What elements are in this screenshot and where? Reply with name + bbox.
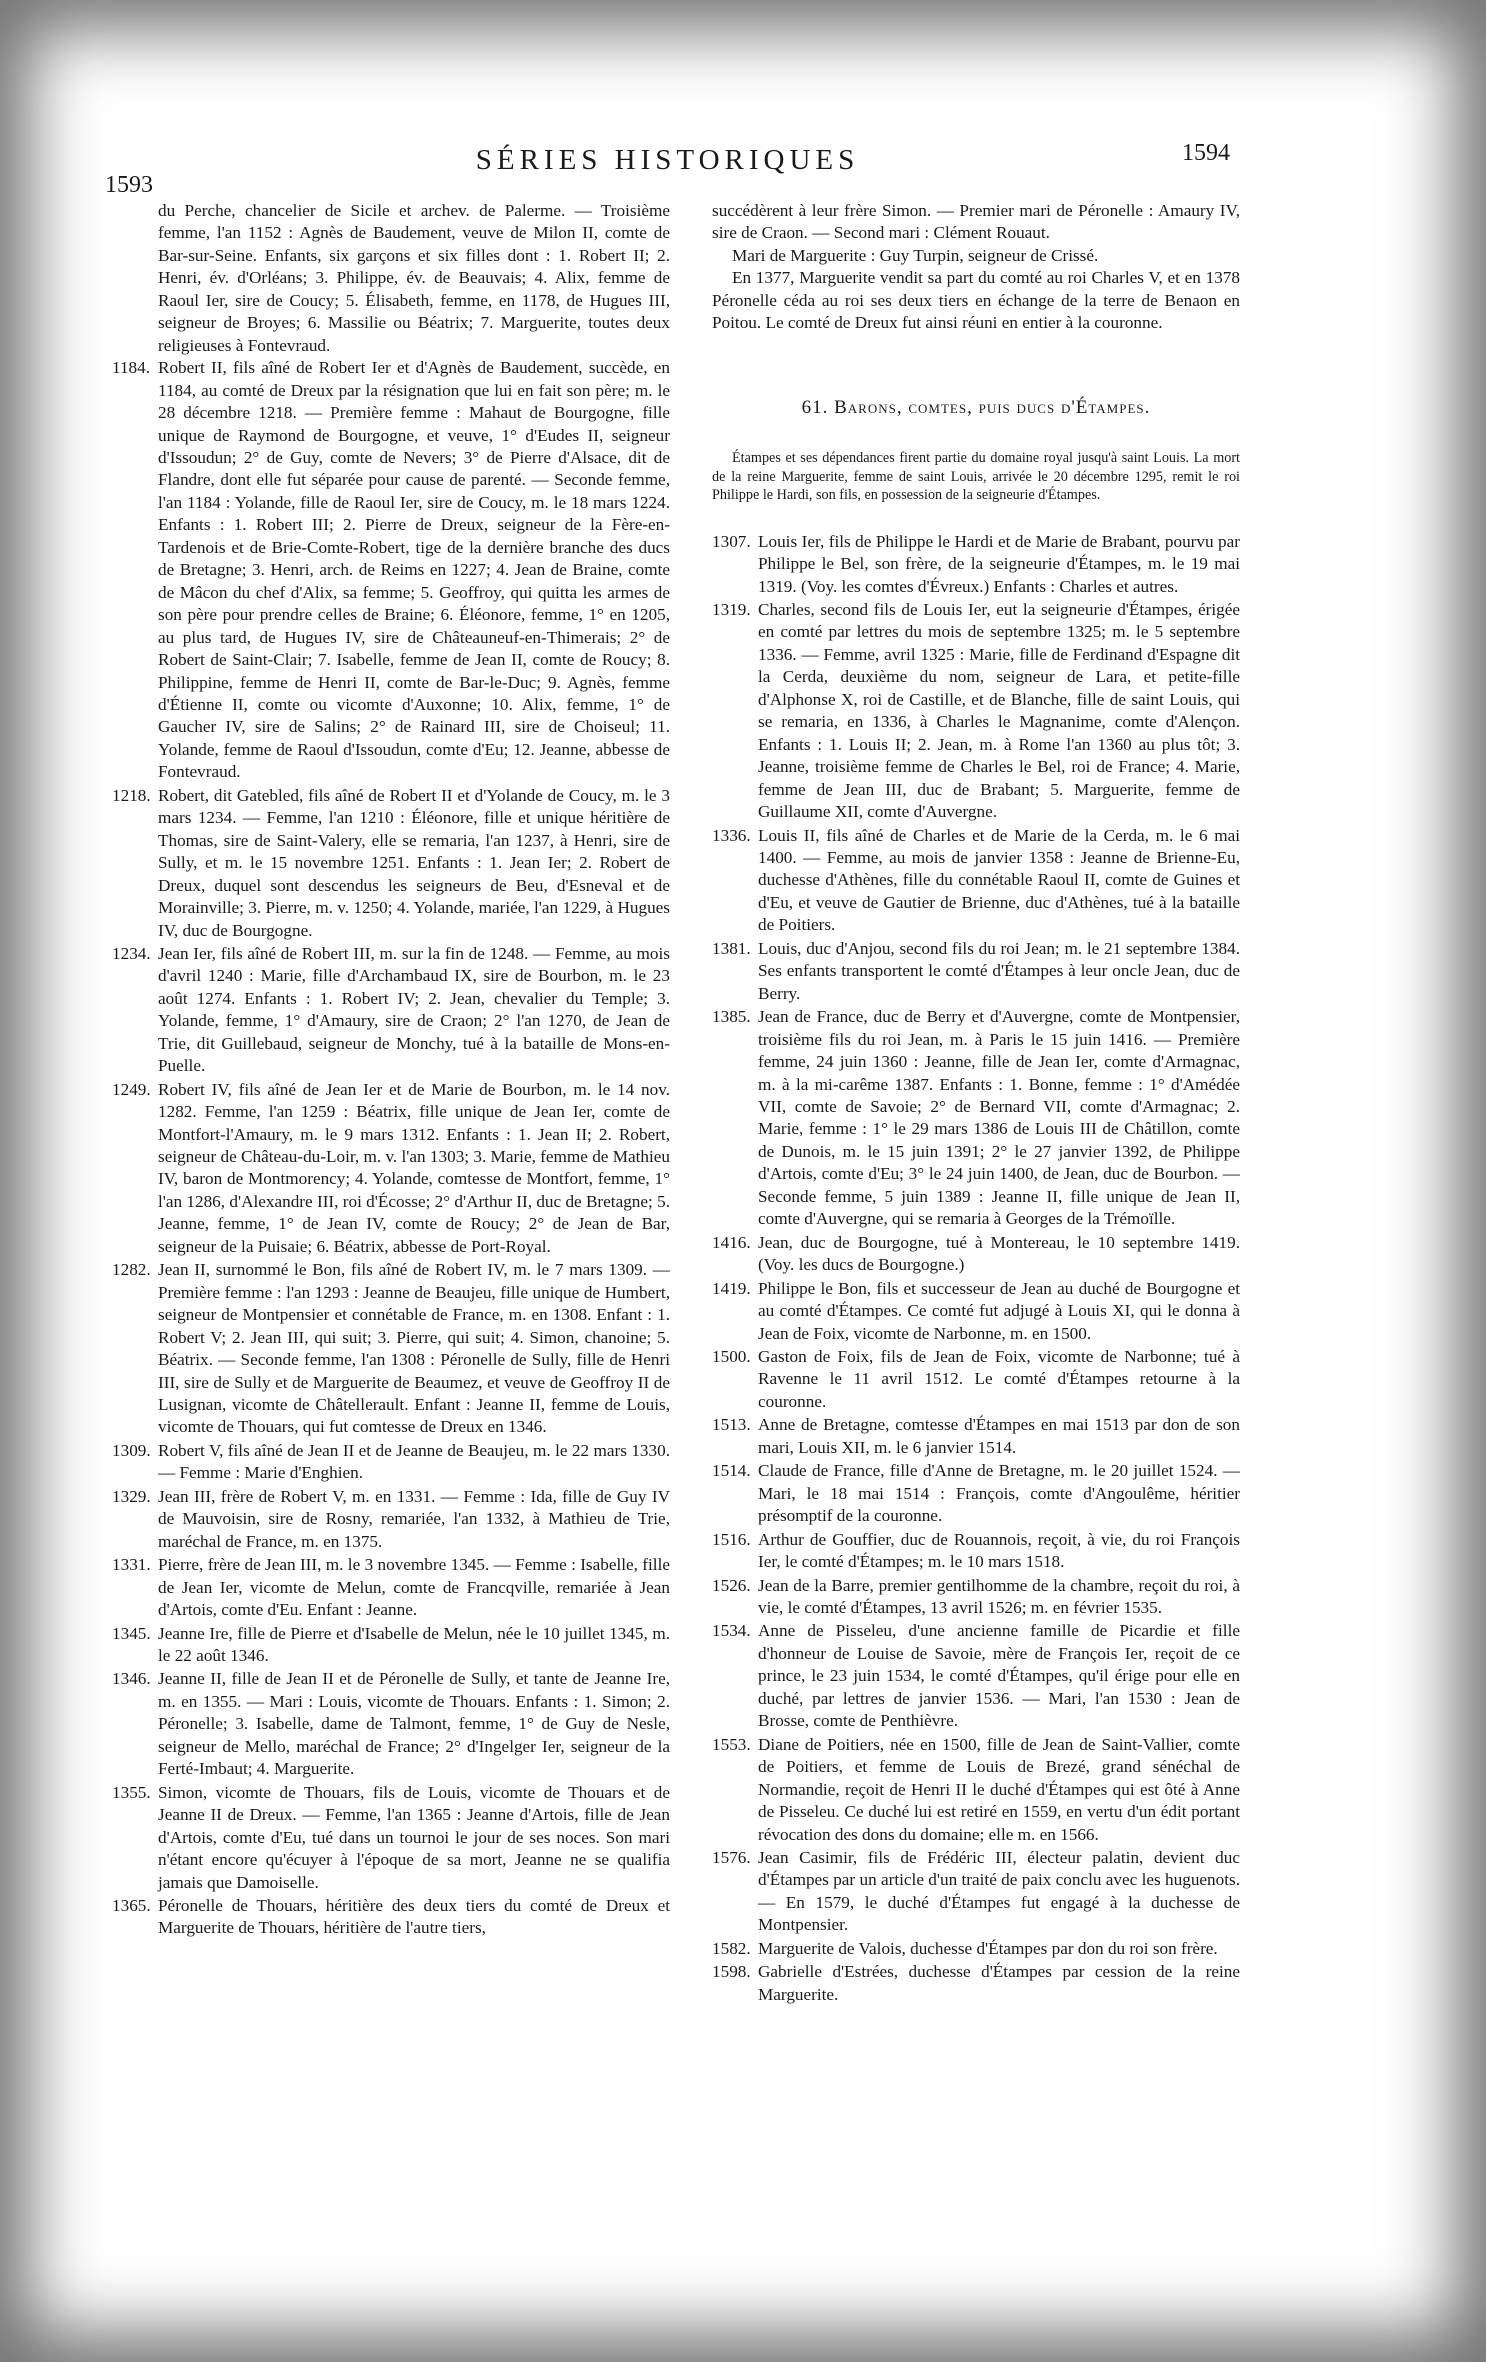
chronology-entry	[112, 1079, 670, 1259]
entry-text: Anne de Bretagne, comtesse d'Étampes en mai 1513 par don de son mari, Louis XII, m. le 6 janvier 1514.	[758, 1415, 1240, 1457]
chronology-entry	[712, 1620, 1240, 1732]
chronology-entry	[712, 1006, 1240, 1231]
entry-text: Simon, vicomte de Thouars, fils de Louis, vicomte de Thouars et de Jeanne II de Dreux. — Femme, l'an 1365 : Jeanne d'Artois, fille de Jean d'Artois, comte d'Eu, tué dans un tournoi le jour de ses noces. Son mari n'étant encore qu'écuyer à l'époque de sa mort, Jeanne ne se qualifia jamais que Damoiselle.	[158, 1782, 670, 1892]
chronology-entry	[712, 825, 1240, 937]
entry-year: 1346.	[112, 1669, 151, 1689]
entry-text: Louis Ier, fils de Philippe le Hardi et de Marie de Brabant, pourvu par Philippe le Bel, son frère, de la seigneurie d'Étampes, m. le 19 mai 1319. (Voy. les comtes d'Évreux.) Enfants : Charles et autres.	[758, 531, 1240, 596]
entry-year: 1553.	[712, 1734, 751, 1754]
entry-text: Jean Casimir, fils de Frédéric III, électeur palatin, devient duc d'Étampes par un article d'un traité de paix conclu avec les huguenots. — En 1579, le duché d'Étampes fut engagé à la duchesse de Montpensier.	[758, 1847, 1240, 1935]
chronology-entry	[712, 1414, 1240, 1459]
chronology-entry	[112, 1440, 670, 1485]
entry-year: 1319.	[712, 600, 751, 620]
entry-text: Péronelle de Thouars, héritière des deux tiers du comté de Dreux et Marguerite de Thouars, héritière de l'autre tiers,	[158, 1895, 670, 1938]
entry-year: 1365.	[112, 1895, 151, 1915]
entry-year: 1419.	[712, 1278, 751, 1298]
entry-text: Gaston de Foix, fils de Jean de Foix, vicomte de Narbonne; tué à Ravenne le 11 avril 1512. Le comté d'Étampes retourne à la couronne.	[758, 1346, 1240, 1411]
entry-text: Pierre, frère de Jean III, m. le 3 novembre 1345. — Femme : Isabelle, fille de Jean Ier, vicomte de Melun, comte de Francqville, remariée à Jean d'Artois, comte d'Eu. Enfant : Jeanne.	[158, 1555, 670, 1620]
entry-year: 1500.	[712, 1346, 751, 1366]
entry-text: Anne de Pisseleu, d'une ancienne famille de Picardie et fille d'honneur de Louise de Savoie, mère de François Ier, reçoit de ce prince, le 23 juin 1534, le comté d'Étampes, qu'il érige pour elle en duché, par lettres de janvier 1536. — Mari, l'an 1530 : Jean de Brosse, comte de Penthièvre.	[758, 1621, 1240, 1731]
entry-text: Robert II, fils aîné de Robert Ier et d'Agnès de Baudement, succède, en 1184, au comté de Dreux par la résignation que lui en fait son père; m. le 28 décembre 1218. — Première femme : Mahaut de Bourgogne, fille unique de Raymond de Bourgogne, et veuve, 1° d'Eudes II, seigneur d'Issoudun; 2° de Guy, comte de Nevers; 3° de Pierre d'Alsace, dit de Flandre, dont elle fut séparée pour cause de parenté. — Seconde femme, l'an 1184 : Yolande, fille de Raoul Ier, sire de Coucy, m. le 18 mars 1224. Enfants : 1. Robert III; 2. Pierre de Dreux, seigneur de la Fère-en-Tardenois et de Brie-Comte-Robert, tige de la dernière branche des ducs de Bretagne; 3. Henri, arch. de Reims en 1227; 4. Jean de Braine, comte de Mâcon du chef d'Alix, sa femme; 5. Geoffroy, qui quitta les armes de son père pour prendre celles de Braine; 6. Éléonore, femme, 1° en 1205, au plus tard, de Hugues IV, sire de Châteauneuf-en-Thimerais; 2° de Robert de Saint-Clair; 7. Isabelle, femme de Jean II, comte de Roucy; 8. Philippine, femme de Henri II, comte de Bar-le-Duc; 9. Agnès, femme d'Étienne II, comte ou vicomte d'Auxonne; 10. Alix, femme, 1° de Gaucher IV, sire de Salins; 2° de Rainard III, sire de Choiseul; 11. Yolande, femme de Raoul d'Issoudun, comte d'Eu; 12. Jeanne, abbesse de Fontevraud.	[158, 358, 670, 782]
entry-year: 1329.	[112, 1486, 151, 1506]
entry-year: 1307.	[712, 531, 751, 551]
entry-year: 1513.	[712, 1415, 751, 1435]
entry-text: Claude de France, fille d'Anne de Bretagne, m. le 20 juillet 1524. — Mari, le 18 mai 1514 : François, comte d'Angoulême, héritier présomptif de la couronne.	[758, 1461, 1240, 1526]
section-title: 61. Barons, comtes, puis ducs d'Étampes.	[801, 396, 1151, 418]
entry-text: Jean III, frère de Robert V, m. en 1331. — Femme : Ida, fille de Guy IV de Mauvoisin, sire de Rosny, remariée, l'an 1332, à Mathieu de Trie, maréchal de France, m. en 1375.	[158, 1486, 670, 1551]
entry-year: 1184.	[112, 358, 151, 378]
entry-year: 1516.	[712, 1529, 751, 1549]
entry-year: 1381.	[712, 938, 751, 958]
entry-text: Jeanne II, fille de Jean II et de Péronelle de Sully, et tante de Jeanne Ire, m. en 1355. — Mari : Louis, vicomte de Thouars. Enfants : 1. Simon; 2. Péronelle; 3. Isabelle, dame de Talmont, femme, 1° de Guy de Nesle, seigneur de Mello, maréchal de France; 2° d'Ingelger Ier, seigneur de la Ferté-Imbaut; 4. Marguerite.	[158, 1669, 670, 1779]
entry-year: 1336.	[712, 825, 751, 845]
chronology-entry	[112, 1486, 670, 1553]
chronology-entry	[712, 1232, 1240, 1277]
entry-text: Jean de France, duc de Berry et d'Auvergne, comte de Montpensier, troisième fils du roi Jean, m. à Paris le 15 juin 1416. — Première femme, 24 juin 1360 : Jeanne, fille de Jean Ier, comte d'Armagnac, m. à la mi-carême 1387. Enfants : 1. Bonne, femme : 1° d'Amédée VII, comte de Savoie; 2° de Bernard VII, comte d'Armagnac; 2. Marie, femme : 1° le 29 mars 1386 de Louis III de Châtillon, comte de Dunois, m. le 15 juin 1391; 2° le 27 janvier 1392, de Philippe d'Artois, comte d'Eu; 3° le 24 juin 1400, de Jean, duc de Bourbon. — Seconde femme, 5 juin 1389 : Jeanne II, fille unique de Jean II, comte d'Auvergne, qui se remaria à Georges de la Trémoïlle.	[758, 1007, 1240, 1229]
left-entry-list	[112, 357, 670, 1940]
chronology-entry	[712, 531, 1240, 598]
chronology-entry	[712, 1346, 1240, 1413]
entry-text: Diane de Poitiers, née en 1500, fille de Jean de Saint-Vallier, comte de Poitiers, et femme de Louis de Brezé, grand sénéchal de Normandie, reçoit de Henri II le duché d'Étampes qui est ôté à Anne de Pisseleu. Ce duché lui est retiré en 1559, en vertu d'un édit portant révocation des dons du domaine; elle m. en 1566.	[758, 1734, 1240, 1844]
chronology-entry	[712, 1460, 1240, 1527]
entry-year: 1416.	[712, 1232, 751, 1252]
chronology-entry	[112, 1259, 670, 1439]
entry-text: Robert, dit Gatebled, fils aîné de Robert II et d'Yolande de Coucy, m. le 3 mars 1234. — Femme, l'an 1210 : Éléonore, fille et unique héritière de Thomas, sire de Saint-Valery, elle se remaria, l'an 1237, à Henri, sire de Sully, et m. le 15 novembre 1251. Enfants : 1. Jean Ier; 2. Robert de Dreux, duquel sont descendus les seigneurs de Beu, d'Esneval et de Morainville; 3. Pierre, m. v. 1250; 4. Yolande, mariée, l'an 1229, à Hugues IV, duc de Bourgogne.	[158, 785, 670, 940]
page-header	[105, 140, 1230, 200]
entry-text: Robert V, fils aîné de Jean II et de Jeanne de Beaujeu, m. le 22 mars 1330. — Femme : Marie d'Enghien.	[158, 1440, 670, 1483]
chronology-entry	[112, 1782, 670, 1894]
chronology-entry	[112, 1895, 670, 1940]
entry-text: Louis, duc d'Anjou, second fils du roi Jean; m. le 21 septembre 1384. Ses enfants transportent le comté d'Étampes à leur oncle Jean, duc de Berry.	[758, 938, 1240, 1003]
entry-text: Philippe le Bon, fils et successeur de Jean au duché de Bourgogne et au comté d'Étampes. Ce comté fut adjugé à Louis XI, qui le donna à Jean de Foix, vicomte de Narbonne, m. en 1500.	[758, 1278, 1240, 1343]
entry-year: 1345.	[112, 1623, 151, 1643]
entry-text: Jeanne Ire, fille de Pierre et d'Isabelle de Melun, née le 10 juillet 1345, m. le 22 août 1346.	[158, 1623, 670, 1665]
chronology-entry	[112, 1554, 670, 1621]
entry-text: Charles, second fils de Louis Ier, eut la seigneurie d'Étampes, érigée en comté par lettres du mois de septembre 1325; m. le 5 septembre 1336. — Femme, avril 1325 : Marie, fille de Ferdinand d'Espagne dit la Cerda, deuxième du nom, seigneur de Lara, et petite-fille d'Alphonse X, roi de Castille, et de Blanche, fille de saint Louis, qui se remaria, en 1336, à Charles le Magnanime, comte d'Alençon. Enfants : 1. Louis II; 2. Jean, m. à Rome l'an 1360 au plus tôt; 3. Jeanne, troisième femme de Charles le Bel, roi de France; 4. Marie, femme de Jean III, duc de Brabant; 5. Marguerite, femme de Guillaume XII, comte d'Auvergne.	[758, 600, 1240, 822]
entry-year: 1598.	[712, 1962, 751, 1982]
entry-year: 1385.	[712, 1007, 751, 1027]
closing-note: En 1377, Marguerite vendit sa part du comté au roi Charles V, et en 1378 Péronelle céda au roi ses deux tiers en échange de la terre de Benaon en Poitou. Le comté de Dreux fut ainsi réuni en entier à la couronne.	[712, 268, 1240, 333]
entry-year: 1234.	[112, 943, 151, 963]
page-number-left: 1593	[105, 172, 153, 198]
chronology-entry	[712, 1734, 1240, 1846]
entry-year: 1282.	[112, 1260, 151, 1280]
entry-year: 1331.	[112, 1555, 151, 1575]
entry-text: Louis II, fils aîné de Charles et de Marie de la Cerda, m. le 6 mai 1400. — Femme, au mois de janvier 1358 : Jeanne de Brienne-Eu, duchesse d'Athènes, fille du connétable Raoul II, comte de Guines et d'Eu, et veuve de Gautier de Brienne, duc d'Athènes, tué à la bataille de Poitiers.	[758, 825, 1240, 935]
chronology-entry	[712, 1529, 1240, 1574]
entry-text: Jean Ier, fils aîné de Robert III, m. sur la fin de 1248. — Femme, au mois d'avril 1240 : Marie, fille d'Archambaud IX, sire de Bourbon, m. le 23 août 1274. Enfants : 1. Robert IV; 2. Jean, chevalier du Temple; 3. Yolande, femme, 1° d'Amaury, sire de Craon; 2° l'an 1270, de Jean de Trie, dit Guillebaud, seigneur de Monchy, tué à la bataille de Mons-en-Puelle.	[158, 943, 670, 1076]
entry-year: 1249.	[112, 1079, 151, 1099]
chronology-entry	[712, 938, 1240, 1005]
entry-year: 1526.	[712, 1575, 751, 1595]
chronology-entry	[112, 943, 670, 1078]
entry-text: Jean de la Barre, premier gentilhomme de la chambre, reçoit du roi, à vie, le comté d'Étampes, 13 avril 1526; m. en février 1535.	[758, 1575, 1240, 1617]
running-title: SÉRIES HISTORIQUES	[475, 144, 860, 176]
entry-text: Marguerite de Valois, duchesse d'Étampes par don du roi son frère.	[758, 1938, 1218, 1958]
chronology-entry	[112, 785, 670, 942]
husband-note: Mari de Marguerite : Guy Turpin, seigneur de Crissé.	[732, 245, 1099, 265]
continuation-text: succédèrent à leur frère Simon. — Premier mari de Péronelle : Amaury IV, sire de Craon. — Second mari : Clément Rouaut.	[712, 201, 1240, 243]
section-intro: Étampes et ses dépendances firent partie du domaine royal jusqu'à saint Louis. La mort de la reine Marguerite, femme de saint Louis, arrivée le 20 décembre 1295, remit le roi Philippe le Hardi, son fils, en possession de la seigneurie d'Étampes.	[712, 450, 1240, 504]
chronology-entry	[712, 599, 1240, 824]
entry-year: 1355.	[112, 1782, 151, 1802]
chronology-entry	[712, 1847, 1240, 1937]
chronology-entry	[112, 357, 670, 784]
entry-year: 1582.	[712, 1938, 751, 1958]
chronology-entry	[712, 1575, 1240, 1620]
chronology-entry	[712, 1278, 1240, 1345]
right-entry-list	[712, 531, 1240, 2006]
entry-text: Gabrielle d'Estrées, duchesse d'Étampes par cession de la reine Marguerite.	[758, 1962, 1240, 2004]
entry-year: 1534.	[712, 1621, 751, 1641]
chronology-entry	[712, 1938, 1240, 1960]
continuation-text: du Perche, chancelier de Sicile et archev. de Palerme. — Troisième femme, l'an 1152 : Agnès de Baudement, veuve de Milon II, comte de Bar-sur-Seine. Enfants, six garçons et six filles dont : 1. Robert II; 2. Henri, év. d'Orléans; 3. Philippe, év. de Beauvais; 4. Alix, femme de Raoul Ier, sire de Coucy; 5. Élisabeth, femme, en 1178, de Hugues III, seigneur de Broyes; 6. Massilie ou Béatrix; 7. Marguerite, toutes deux religieuses à Fontevraud.	[158, 201, 670, 355]
entry-text: Robert IV, fils aîné de Jean Ier et de Marie de Bourbon, m. le 14 nov. 1282. Femme, l'an 1259 : Béatrix, fille unique de Jean Ier, comte de Montfort-l'Amaury, m. le 9 mars 1312. Enfants : 1. Jean II; 2. Robert, seigneur de Château-du-Loir, m. v. l'an 1303; 3. Marie, femme de Mathieu IV, baron de Montmorency; 4. Yolande, comtesse de Montfort, femme, 1° l'an 1286, d'Alexandre III, roi d'Écosse; 2° d'Arthur II, duc de Bretagne; 5. Jeanne, femme, 1° de Jean IV, comte de Roucy; 2° de Jean de Bar, seigneur de la Puisaie; 6. Béatrix, abbesse de Port-Royal.	[158, 1079, 670, 1256]
page-number-right: 1594	[1182, 140, 1230, 166]
entry-year: 1514.	[712, 1461, 751, 1481]
entry-year: 1576.	[712, 1847, 751, 1867]
chronology-entry	[112, 1623, 670, 1668]
chronology-entry	[712, 1961, 1240, 2006]
entry-year: 1218.	[112, 785, 151, 805]
entry-year: 1309.	[112, 1440, 151, 1460]
chronology-entry	[112, 1668, 670, 1780]
left-column	[112, 200, 670, 1941]
entry-text: Jean II, surnommé le Bon, fils aîné de Robert IV, m. le 7 mars 1309. — Première femme : l'an 1293 : Jeanne de Beaujeu, fille unique de Humbert, seigneur de Montpensier et connétable de France, m. en 1308. Enfant : 1. Robert V; 2. Jean III, qui suit; 3. Pierre, qui suit; 4. Simon, chanoine; 5. Béatrix. — Seconde femme, l'an 1308 : Péronelle de Sully, fille de Henri III, sire de Sully et de Marguerite de Beaumez, et veuve de Geoffroy II de Lusignan, vicomte de Châtellerault. Enfant : Jeanne II, femme de Louis, vicomte de Thouars, qui fut comtesse de Dreux en 1346.	[158, 1260, 670, 1437]
right-column	[712, 200, 1240, 2007]
entry-text: Arthur de Gouffier, duc de Rouannois, reçoit, à vie, du roi François Ier, le comté d'Étampes; m. le 10 mars 1518.	[758, 1529, 1240, 1572]
entry-text: Jean, duc de Bourgogne, tué à Montereau, le 10 septembre 1419. (Voy. les ducs de Bourgogne.)	[758, 1232, 1240, 1275]
